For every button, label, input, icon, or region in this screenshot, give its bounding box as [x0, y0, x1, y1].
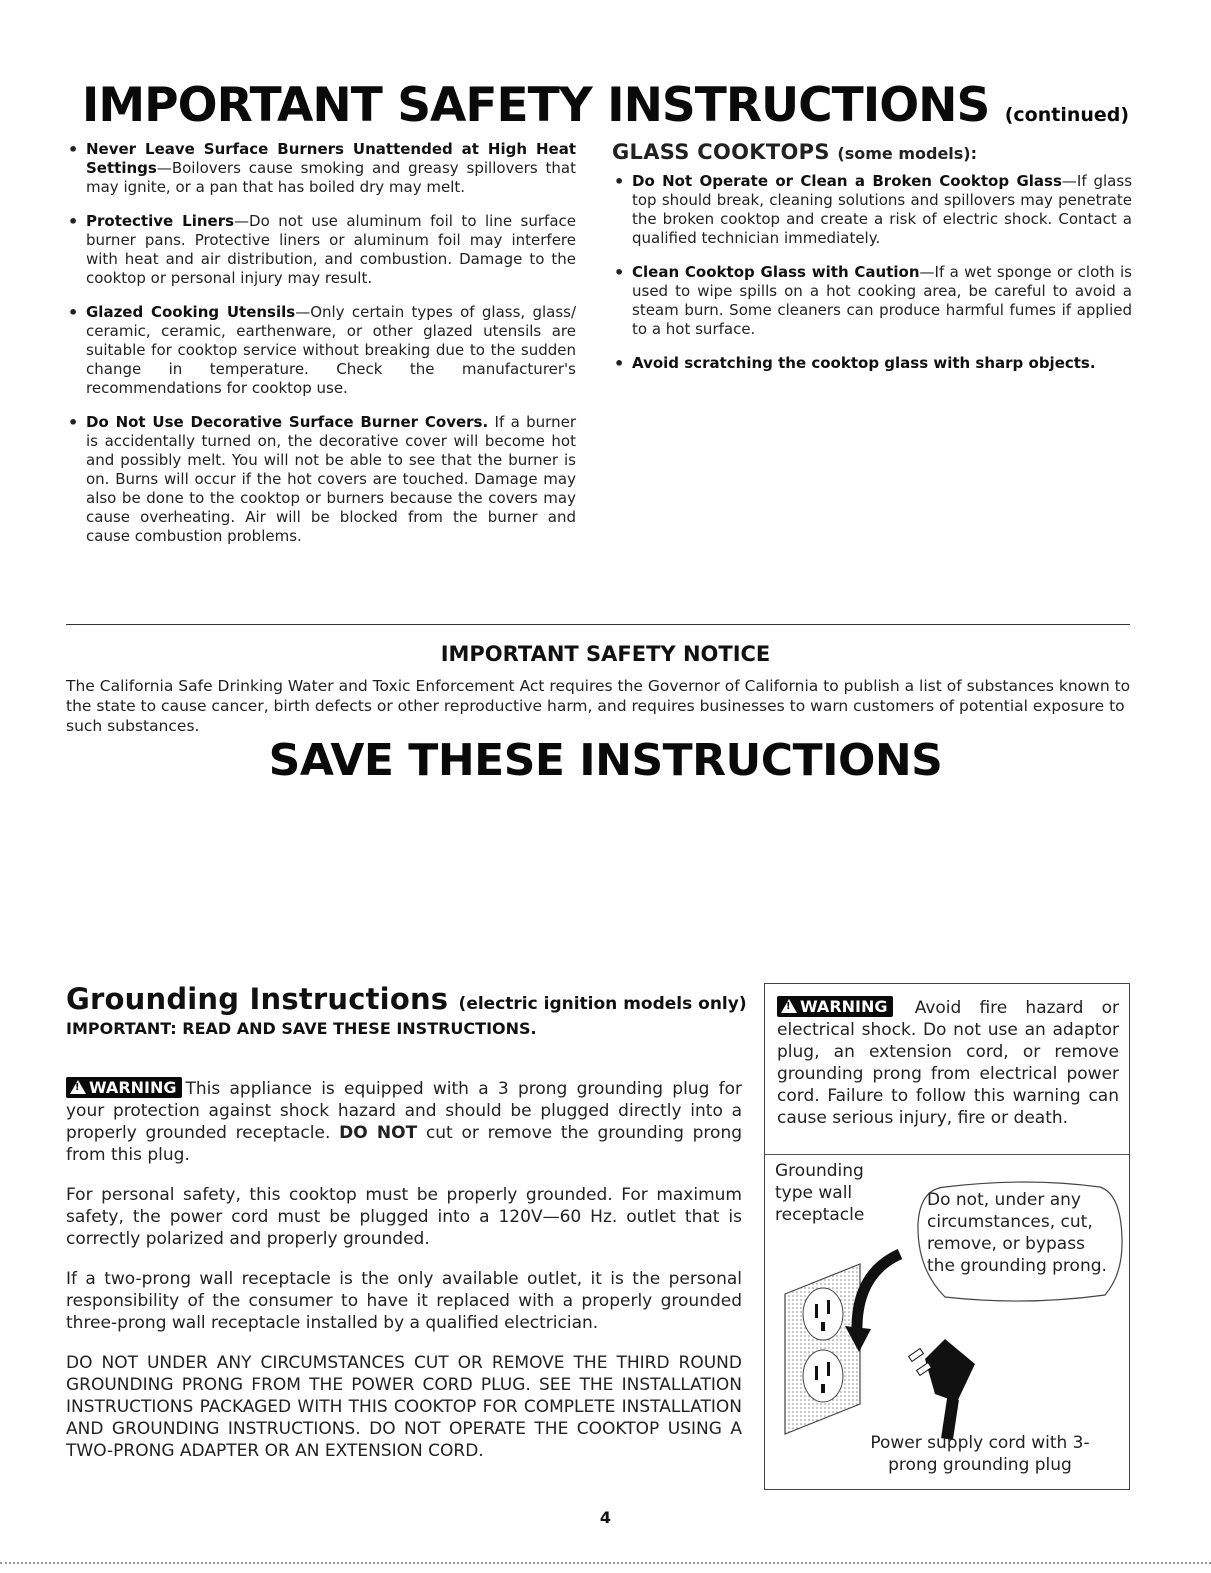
page-edge-dots: [0, 1562, 1211, 1564]
section-heading-text: GLASS COOKTOPS: [612, 140, 830, 164]
notice-title: IMPORTANT SAFETY NOTICE: [440, 642, 771, 666]
list-item: [66, 303, 576, 398]
warning-triangle-icon: [781, 999, 797, 1013]
item-text: —Boilovers cause smoking and greasy spillovers that may ignite, or a pan that has boiled dry may melt.: [86, 159, 576, 196]
item-heading: Do Not Operate or Clean a Broken Cooktop Glass: [632, 172, 1062, 190]
warning-badge: [777, 996, 893, 1017]
item-text: —Do not use aluminum foil to line surface burner pans. Protective liners or aluminum foil may interfere with heat and air distribution, and combustion. Damage to the cooktop or personal injury may result.: [86, 212, 576, 287]
callout-text: Do not, under any circumstances, cut, remove, or bypass the grounding prong.: [927, 1190, 1107, 1276]
box-warning-text: [777, 996, 1119, 1129]
grounding-title: [66, 982, 747, 1016]
item-heading: Avoid scratching the cooktop glass with sharp objects.: [632, 354, 1096, 372]
item-text: —If a wet sponge or cloth is used to wipe spills on a hot cooking area, be careful to avoid a steam burn. Some cleaners can produce harmful fumes if applied to a hot surface.: [632, 263, 1132, 338]
left-column: [66, 140, 576, 561]
grounding-subtitle: IMPORTANT: READ AND SAVE THESE INSTRUCTIONS.: [66, 1019, 537, 1038]
warning-box: [764, 983, 1130, 1490]
save-heading: SAVE THESE INSTRUCTIONS: [268, 735, 943, 786]
grounding-title-text: Grounding Instructions: [66, 982, 449, 1016]
right-column: [612, 140, 1132, 388]
warning-badge: [66, 1077, 182, 1098]
grounding-paragraph: For personal safety, this cooktop must be properly grounded. For maximum safety, the power cord must be plugged into a 120V—60 Hz. outlet that is correctly polarized and properly grounded.: [66, 1185, 742, 1249]
grounding-paragraph: If a two-prong wall receptacle is the only available outlet, it is the personal responsibility of the consumer to have it replaced with a properly grounded three-prong wall receptacle installed by a qualified electrician.: [66, 1269, 742, 1333]
receptacle-plug-illustration: [775, 1234, 995, 1444]
item-heading: Protective Liners: [86, 212, 235, 230]
item-text: —If glass top should break, cleaning solutions and spillovers may penetrate the broken cooktop and create a risk of electric shock. Contact a qualified technician immediately.: [632, 172, 1133, 247]
list-item: [612, 354, 1132, 373]
divider: [66, 624, 1130, 625]
item-text: If a burner is accidentally turned on, the decorative cover will become hot and possibly melt. You will not be able to see that the burner is on. Burns will occur if the hot covers are touched. Damage may also be done to the cooktop or burners because the covers may cause overheating. Air will be blocked from the burner and cause combustion problems.: [86, 413, 576, 545]
page-title-text: IMPORTANT SAFETY INSTRUCTIONS: [81, 78, 990, 133]
item-heading: Never Leave Surface Burners Unattended at High Heat Settings: [86, 140, 576, 177]
list-item: [612, 263, 1132, 339]
page-number: 4: [599, 1508, 612, 1527]
cord-label: Power supply cord with 3-prong grounding plug: [870, 1433, 1090, 1475]
page-title-suffix: (continued): [1004, 104, 1130, 126]
receptacle-label: Grounding type wall receptacle: [775, 1161, 865, 1225]
notice-text: The California Safe Drinking Water and Toxic Enforcement Act requires the Governor of California to publish a list of substances known to the state to cause cancer, birth defects or other reproductive harm, and requires businesses to warn customers of potential exposure to such substances.: [66, 677, 1131, 735]
paragraph-bold: DO NOT: [339, 1123, 418, 1143]
item-heading: Glazed Cooking Utensils: [86, 303, 296, 321]
item-heading: Do Not Use Decorative Surface Burner Covers.: [86, 413, 489, 431]
item-text: —Only certain types of glass, glass/ ceramic, ceramic, earthenware, or other glazed utensils are suitable for cooktop service without breaking due to the sudden change in temperature. Check the manufacturer's recommendations for cooktop use.: [86, 303, 577, 397]
item-heading: Clean Cooktop Glass with Caution: [632, 263, 920, 281]
list-item: [66, 140, 576, 197]
paragraph-text: This appliance is equipped with a 3 prong grounding plug for your protection against shock hazard and should be plugged directly into a properly grounded receptacle.: [66, 1079, 742, 1143]
section-heading-suffix: (some models):: [837, 144, 978, 163]
box-divider: [765, 1154, 1129, 1155]
grounding-title-suffix: (electric ignition models only): [458, 994, 747, 1014]
warning-triangle-icon: [70, 1080, 86, 1094]
grounding-body: [66, 1077, 742, 1480]
warning-badge-label: WARNING: [89, 1078, 177, 1097]
box-warning-body: Avoid fire hazard or electrical shock. Do not use an adaptor plug, an extension cord, or remove grounding prong from electrical power cord. Failure to follow this warning can cause serious injury, fire or death.: [777, 998, 1120, 1128]
list-item: [612, 172, 1132, 248]
page-title: [0, 78, 1211, 133]
list-item: [66, 212, 576, 288]
warning-badge-label: WARNING: [800, 997, 888, 1016]
section-heading: [612, 140, 1132, 166]
grounding-paragraph: [66, 1077, 742, 1166]
grounding-paragraph: DO NOT UNDER ANY CIRCUMSTANCES CUT OR REMOVE THE THIRD ROUND GROUNDING PRONG FROM THE POWER CORD PLUG. SEE THE INSTALLATION INSTRUCTIONS PACKAGED WITH THIS COOKTOP FOR COMPLETE INSTALLATION AND GROUNDING INSTRUCTIONS. DO NOT OPERATE THE COOKTOP USING A TWO-PRONG ADAPTER OR AN EXTENSION CORD.: [66, 1353, 742, 1461]
paragraph-text: cut or remove the grounding prong from this plug.: [66, 1123, 743, 1165]
list-item: [66, 413, 576, 546]
